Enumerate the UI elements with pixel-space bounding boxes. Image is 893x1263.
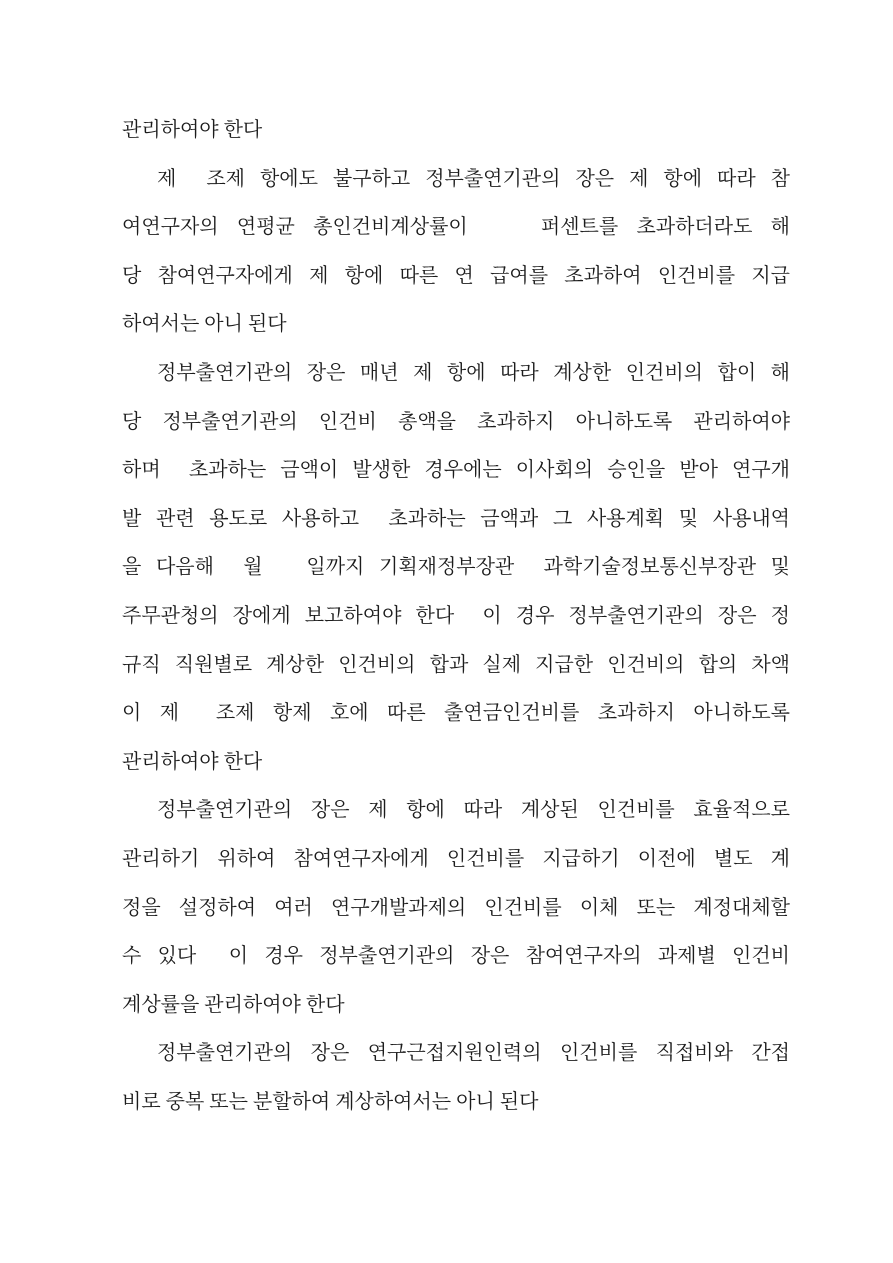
text-line: 당 참여연구자에게 제 항에 따른 연 급여를 초과하여 인건비를 지급 (122, 264, 790, 287)
text-line: 정부출연기관의 장은 제 항에 따라 계상된 인건비를 효율적으로 (157, 799, 790, 822)
text-line: 계상률을 관리하여야 한다 (122, 993, 345, 1016)
text-line: 규직 직원별로 계상한 인건비의 합과 실제 지급한 인건비의 합의 차액 (122, 653, 790, 676)
text-line: 관리하여야 한다 (122, 119, 263, 141)
text-line: 정을 설정하여 여러 연구개발과제의 인건비를 이체 또는 계정대체할 (122, 896, 790, 919)
text-line: 여연구자의 연평균 총인건비계상률이 퍼센트를 초과하더라도 해 (122, 216, 790, 239)
text-line: 제 조제 항에도 불구하고 정부출연기관의 장은 제 항에 따라 참 (157, 167, 790, 190)
text-line: 을 다음해 월 일까지 기획재정부장관 과학기술정보통신부장관 및 (122, 556, 790, 579)
text-line: 비로 중복 또는 분할하여 계상하여서는 아니 된다 (122, 1090, 539, 1113)
text-line: 이 제 조제 항제 호에 따른 출연금인건비를 초과하지 아니하도록 (122, 702, 790, 725)
text-line: 발 관련 용도로 사용하고 초과하는 금액과 그 사용계획 및 사용내역 (122, 507, 790, 530)
text-line: 관리하기 위하여 참여연구자에게 인건비를 지급하기 이전에 별도 계 (122, 847, 790, 870)
text-line: 수 있다 이 경우 정부출연기관의 장은 참여연구자의 과제별 인건비 (122, 945, 790, 968)
text-line: 하여서는 아니 된다 (122, 313, 287, 336)
text-line: 관리하여야 한다 (122, 750, 263, 773)
text-line: 정부출연기관의 장은 매년 제 항에 따라 계상한 인건비의 합이 해 (157, 361, 790, 384)
text-line: 정부출연기관의 장은 연구근접지원인력의 인건비를 직접비와 간접 (157, 1042, 790, 1065)
text-line: 주무관청의 장에게 보고하여야 한다 이 경우 정부출연기관의 장은 정 (122, 604, 790, 627)
text-line: 하며 초과하는 금액이 발생한 경우에는 이사회의 승인을 받아 연구개 (122, 459, 790, 482)
text-line: 당 정부출연기관의 인건비 총액을 초과하지 아니하도록 관리하여야 (122, 410, 790, 433)
